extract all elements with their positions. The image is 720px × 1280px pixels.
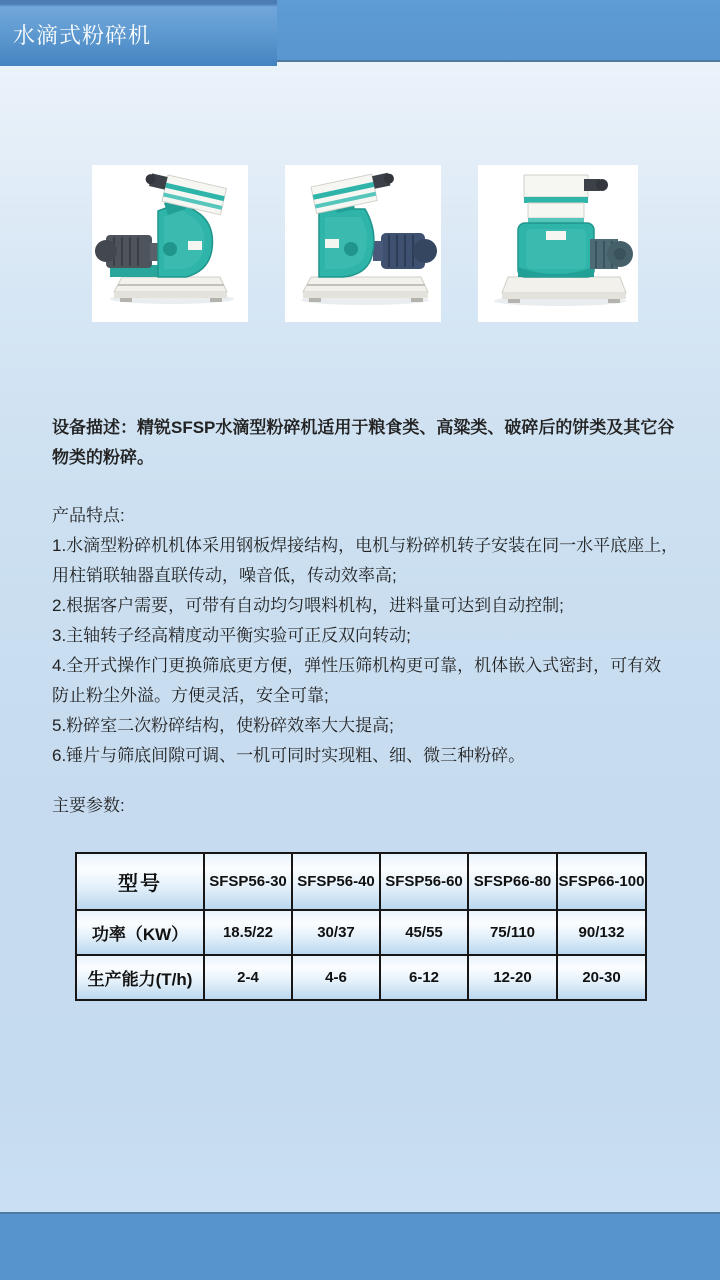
column-header-sfsp56-30: SFSP56-30 xyxy=(204,853,292,910)
feature-line: 1.水滴型粉碎机机体采用钢板焊接结构，电机与粉碎机转子安装在同一水平底座上， xyxy=(52,536,679,555)
table-cell: 45/55 xyxy=(380,910,468,955)
product-image-card-1[interactable] xyxy=(92,165,248,322)
feature-line: 3.主轴转子经高精度动平衡实验可正反双向转动; xyxy=(52,626,411,645)
table-cell: 12-20 xyxy=(468,955,557,1000)
features-heading: 产品特点: xyxy=(52,506,125,525)
machine-image-side-left-motor xyxy=(92,165,248,322)
feature-line: 防止粉尘外溢。方便灵活，安全可靠; xyxy=(52,686,329,705)
page-title: 水滴式粉碎机 xyxy=(13,23,152,48)
table-cell: 2-4 xyxy=(204,955,292,1000)
table-row-power xyxy=(76,910,646,955)
machine-image-side-right-motor xyxy=(285,165,441,322)
table-cell: 90/132 xyxy=(557,910,646,955)
table-cell: 30/37 xyxy=(292,910,380,955)
main-parameters-heading: 主要参数: xyxy=(52,796,125,815)
feature-line: 6.锤片与筛底间隙可调、一机可同时实现粗、细、微三种粉碎。 xyxy=(52,746,526,765)
table-cell: 6-12 xyxy=(380,955,468,1000)
page-title-tab xyxy=(0,0,277,66)
machine-image-front-view xyxy=(478,165,638,322)
feature-line: 2.根据客户需要，可带有自动均匀喂料机构，进料量可达到自动控制; xyxy=(52,596,564,615)
table-cell: 4-6 xyxy=(292,955,380,1000)
column-header-sfsp56-40: SFSP56-40 xyxy=(292,853,380,910)
row-label-power: 功率（KW） xyxy=(76,910,204,955)
product-image-card-2[interactable] xyxy=(285,165,441,322)
table-cell: 20-30 xyxy=(557,955,646,1000)
feature-line: 4.全开式操作门更换筛底更方便，弹性压筛机构更可靠，机体嵌入式密封，可有效 xyxy=(52,656,662,675)
column-header-sfsp66-80: SFSP66-80 xyxy=(468,853,557,910)
column-header-model: 型号 xyxy=(76,853,204,910)
table-header-row xyxy=(76,853,646,910)
device-description xyxy=(52,413,677,473)
parameters-table xyxy=(75,852,647,1001)
product-image-card-3[interactable] xyxy=(478,165,638,322)
table-cell: 75/110 xyxy=(468,910,557,955)
description-line: 设备描述：精锐SFSP水滴型粉碎机适用于粮食类、高粱类、破碎后的饼类及其它谷 xyxy=(52,418,675,437)
page-footer xyxy=(0,1212,720,1280)
row-label-capacity: 生产能力(T/h) xyxy=(76,955,204,1000)
app-header xyxy=(0,0,720,62)
column-header-sfsp56-60: SFSP56-60 xyxy=(380,853,468,910)
column-header-sfsp66-100: SFSP66-100 xyxy=(557,853,646,910)
feature-line: 用柱销联轴器直联传动，噪音低，传动效率高; xyxy=(52,566,397,585)
feature-line: 5.粉碎室二次粉碎结构，使粉碎效率大大提高; xyxy=(52,716,394,735)
table-cell: 18.5/22 xyxy=(204,910,292,955)
table-row-capacity xyxy=(76,955,646,1000)
product-features xyxy=(52,501,677,771)
description-line: 物类的粉碎。 xyxy=(52,448,154,467)
